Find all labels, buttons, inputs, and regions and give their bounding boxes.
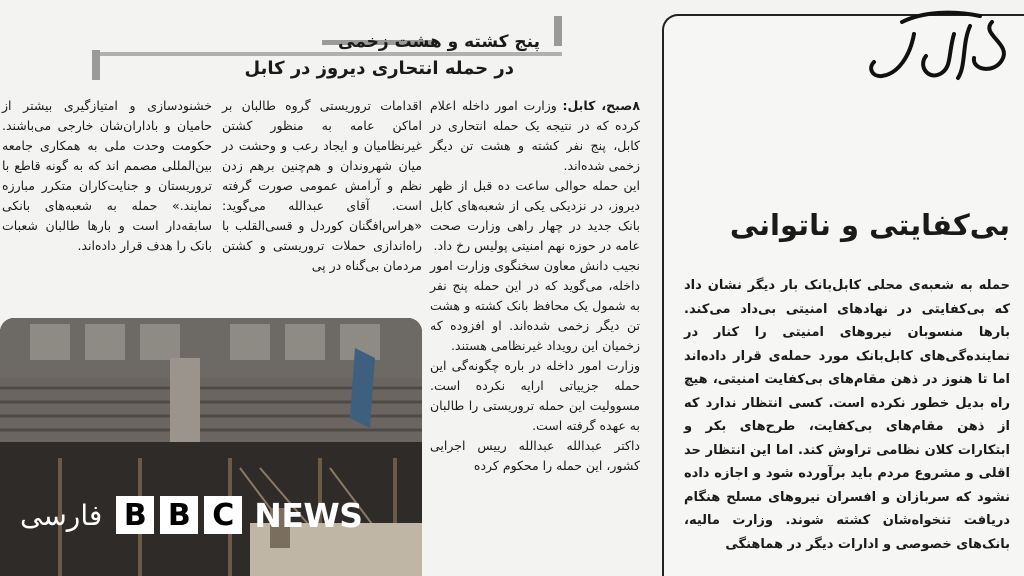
article-paragraph: داکتر عبدالله عبدالله رییس اجرایی کشور، این حمله را محکوم کرده [430, 438, 640, 473]
article-column-2 [222, 96, 422, 276]
editorial-sidebar [662, 14, 1024, 576]
zang-e-awal-logo [862, 4, 1022, 104]
news-photo [0, 318, 422, 576]
article-paragraph: خشنودسازی و امتیازگیری بیشتر از حامیان و باداران‌شان خارجی می‌باشند. حکومت وحدت ملی به همکاری جامعه بین‌المللی مصمم اند که به گونه قاطع با تروریستان و جنایت‌کاران متکرر مبارزه نمایند.» حمله به شعبه‌های بانکی سابقه‌دار است و بارها طالبان شعبات بانک را هدف قرار داده‌اند. [2, 98, 212, 253]
headline-rule-bottom [92, 52, 562, 56]
bbc-logo-b2: B [160, 496, 198, 534]
article-paragraph: ۸صبح، کابل: وزارت امور داخله اعلام کرده که در نتیجه یک حمله انتحاری در کابل، پنج نفر کشته و هشت تن دیگر زخمی شده‌اند. [430, 98, 640, 173]
article-paragraph: وزارت امور داخله در باره چگونه‌گی این حمله جزییاتی ارایه نکرده است. مسوولیت این حمله تروریستی را طالبان به عهده گرفته است. [430, 358, 640, 433]
article-paragraph: این حمله حوالی ساعت ده قبل از ظهر دیروز، در نزدیکی یکی از شعبه‌های کابل بانک جدید در چهار راهی وزارت صحت عامه در حوزه نهم امنیتی پولیس رخ داد. [430, 178, 640, 253]
headline-bar-left [92, 50, 100, 80]
editorial-body: حمله به شعبه‌ی محلی کابل‌بانک بار دیگر نشان داد که بی‌کفایتی در نهادهای امنیتی بی‌داد می‌کند. بارها منسوبان نیروهای امنیتی را کنار در نماینده‌گی‌های کابل‌بانک مورد حمله‌ی قرار داده‌اند اما تا هنوز در ذهن مقام‌های بی‌کفایت امنیتی، هیچ راه بدیل خطور نکرده است. کسی انتظار ندارد که از ذهن مقام‌های بی‌کفایت، طرح‌های بکر و ابتکارات کلان نظامی تراوش کند. اما این انتظار حد اقلی و مشروع مردم باید برآورده شود و اجازه داده نشود که سربازان و افسران نیروهای مسلح هنگام دریافت تنخواه‌شان کشته شوند. وزارت مالیه، بانک‌های خصوصی و ادارات دیگر در هماهنگی [684, 278, 1010, 552]
editorial-title: بی‌کفایتی و ناتوانی [729, 208, 1010, 242]
bbc-logo-b1: B [116, 496, 154, 534]
article-dateline: ۸صبح، کابل: [562, 98, 640, 113]
watermark-news: NEWS [254, 495, 363, 535]
article-paragraph: نجیب دانش معاون سخنگوی وزارت امور داخله، می‌گوید که در این حمله پنج نفر به شمول یک محافظ بانک کشته و هشت تن دیگر زخمی شده‌اند. او افزوده که زخمیان این رویداد غیرنظامی هستند. [430, 258, 640, 353]
damaged-building-image [0, 318, 422, 576]
headline-line-1: پنج کشته و هشت زخمی [338, 32, 540, 52]
article-headline [92, 12, 562, 79]
headline-bar-right [554, 16, 562, 46]
article-column-3 [2, 96, 212, 256]
article-paragraph: اقدامات تروریستی گروه طالبان بر اماکن عامه به منظور کشتن غیرنظامیان و ایجاد رعب و وحشت در میان شهروندان و هم‌چنین برهم زدن نظم و آرامش عمومی صورت گرفته است. آقای عبدالله می‌گوید: «هراس‌افگنان کوردل و قسی‌القلب با راه‌اندازی حملات تروریستی و کشتن مردمان بی‌گناه در پی [222, 98, 422, 273]
bbc-logo-c: C [204, 496, 242, 534]
bbc-persian-watermark [20, 494, 363, 536]
watermark-farsi: فارسی [20, 498, 103, 532]
headline-line-2: در حمله انتحاری دیروز در کابل [244, 58, 514, 79]
article-column-1 [430, 96, 640, 576]
